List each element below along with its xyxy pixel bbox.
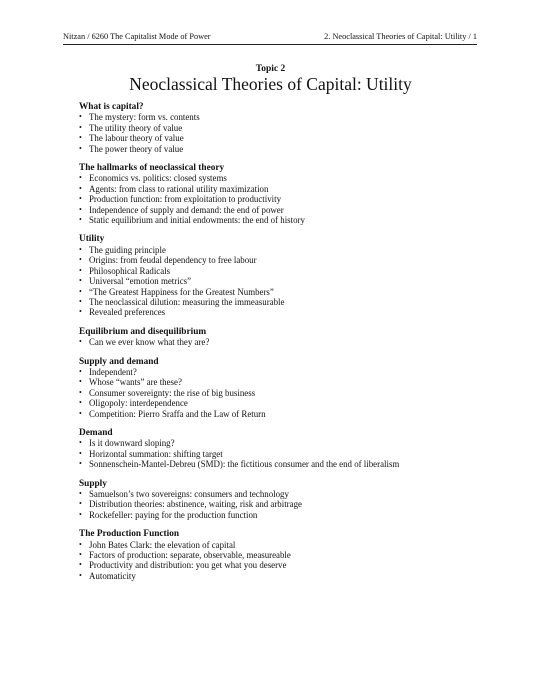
outline-body <box>79 102 509 590</box>
list-item <box>79 194 509 204</box>
list-item <box>79 560 509 570</box>
list-item-text: Automaticity <box>89 570 136 581</box>
bullet-list <box>79 337 509 347</box>
list-item <box>79 184 509 194</box>
bullet-list <box>79 245 509 318</box>
list-item <box>79 337 509 347</box>
list-item-text: Production function: from exploitation to productivity <box>89 194 282 205</box>
list-item <box>79 297 509 307</box>
list-item-text: Samuelson’s two sovereigns: consumers and technology <box>89 489 289 499</box>
section-heading: Utility <box>79 234 105 245</box>
bullet-icon: • <box>79 337 82 347</box>
bullet-icon: • <box>79 438 82 448</box>
list-item <box>79 398 509 408</box>
bullet-list <box>79 489 509 520</box>
list-item-text: Whose “wants” are these? <box>89 377 182 388</box>
list-item <box>79 255 509 265</box>
bullet-icon: • <box>79 183 82 193</box>
bullet-list <box>79 540 509 582</box>
list-item-text: Economics vs. politics: closed systems <box>89 173 227 184</box>
list-item-text: Productivity and distribution: you get what you deserve <box>89 560 287 571</box>
list-item <box>79 489 509 499</box>
bullet-icon: • <box>79 255 82 265</box>
list-item <box>79 510 509 520</box>
list-item-text: Distribution theories: abstinence, waiting, risk and arbitrage <box>89 499 302 510</box>
outline-section <box>79 234 509 317</box>
bullet-list <box>79 112 509 154</box>
list-item-text: Oligopoly: interdependence <box>89 398 188 409</box>
bullet-icon: • <box>79 570 82 580</box>
bullet-icon: • <box>79 276 82 286</box>
list-item <box>79 449 509 459</box>
header-course-title: Nitzan / 6260 The Capitalist Mode of Power <box>63 32 211 41</box>
outline-section <box>79 102 509 154</box>
section-heading: Equilibrium and disequilibrium <box>79 326 207 337</box>
list-item-text: Is it downward sloping? <box>89 438 175 449</box>
bullet-icon: • <box>79 509 82 519</box>
list-item-text: “The Greatest Happiness for the Greatest Numbers” <box>89 286 274 297</box>
list-item-text: The labour theory of value <box>89 133 184 144</box>
bullet-icon: • <box>79 173 82 183</box>
list-item-text: Independent? <box>89 366 137 377</box>
list-item-text: The utility theory of value <box>89 122 183 133</box>
list-item-text: Independence of supply and demand: the end of power <box>89 204 284 215</box>
bullet-icon: • <box>79 377 82 387</box>
bullet-icon: • <box>79 244 82 254</box>
bullet-icon: • <box>79 112 82 122</box>
bullet-icon: • <box>79 459 82 469</box>
list-item-text: Static equilibrium and initial endowments: the end of history <box>89 215 305 226</box>
outline-section <box>79 428 509 470</box>
list-item <box>79 409 509 419</box>
topic-label: Topic 2 <box>255 64 286 74</box>
list-item-text: Factors of production: separate, observable, measureable <box>89 550 291 561</box>
bullet-icon: • <box>79 499 82 509</box>
bullet-icon: • <box>79 122 82 132</box>
list-item <box>79 571 509 581</box>
section-heading: Supply and demand <box>79 356 159 367</box>
list-item <box>79 133 509 143</box>
list-item-text: Competition: Pierro Sraffa and the Law of Return <box>89 408 266 419</box>
list-item-text: Origins: from feudal dependency to free labour <box>89 255 257 266</box>
list-item <box>79 377 509 387</box>
bullet-icon: • <box>79 204 82 214</box>
list-item <box>79 438 509 448</box>
list-item <box>79 540 509 550</box>
bullet-icon: • <box>79 215 82 225</box>
list-item-text: Consumer sovereignty: the rise of big business <box>89 387 256 398</box>
bullet-list <box>79 367 509 419</box>
list-item <box>79 245 509 255</box>
bullet-icon: • <box>79 560 82 570</box>
outline-section <box>79 357 509 419</box>
bullet-icon: • <box>79 539 82 549</box>
header-page-label: 2. Neoclassical Theories of Capital: Utility / 1 <box>324 32 477 41</box>
list-item-text: Agents: from class to rational utility maximization <box>89 183 269 194</box>
list-item <box>79 123 509 133</box>
list-item <box>79 388 509 398</box>
section-heading: Supply <box>79 478 107 489</box>
list-item-text: Revealed preferences <box>89 307 166 318</box>
list-item-text: Sonnenschein-Mantel-Debreu (SMD): the fictitious consumer and the end of liberalism <box>89 459 400 470</box>
list-item <box>79 112 509 122</box>
bullet-icon: • <box>79 489 82 498</box>
running-header <box>63 32 477 45</box>
section-heading: What is capital? <box>79 102 144 112</box>
list-item <box>79 550 509 560</box>
list-item <box>79 144 509 154</box>
list-item-text: John Bates Clark: the elevation of capital <box>89 539 236 550</box>
outline-section <box>79 479 509 521</box>
bullet-icon: • <box>79 194 82 204</box>
bullet-icon: • <box>79 448 82 458</box>
list-item <box>79 276 509 286</box>
list-item <box>79 499 509 509</box>
list-item-text: Horizontal summation: shifting target <box>89 448 223 459</box>
bullet-icon: • <box>79 366 82 376</box>
list-item <box>79 459 509 469</box>
outline-section <box>79 529 509 581</box>
list-item-text: The guiding principle <box>89 244 166 255</box>
list-item <box>79 173 509 183</box>
bullet-icon: • <box>79 265 82 275</box>
section-heading: Demand <box>79 427 113 438</box>
list-item <box>79 205 509 215</box>
list-item <box>79 215 509 225</box>
outline-section <box>79 327 509 348</box>
bullet-icon: • <box>79 286 82 296</box>
list-item <box>79 287 509 297</box>
list-item-text: Universal “emotion metrics” <box>89 276 192 287</box>
list-item-text: Philosophical Radicals <box>89 265 171 276</box>
bullet-list <box>79 438 509 469</box>
list-item-text: Can we ever know what they are? <box>89 337 210 348</box>
bullet-icon: • <box>79 143 82 153</box>
bullet-list <box>79 173 509 225</box>
section-heading: The Production Function <box>79 529 180 540</box>
bullet-icon: • <box>79 387 82 397</box>
list-item-text: The mystery: form vs. contents <box>89 112 200 123</box>
list-item <box>79 307 509 317</box>
bullet-icon: • <box>79 398 82 408</box>
list-item-text: The power theory of value <box>89 143 184 154</box>
list-item-text: Rockefeller: paying for the production function <box>89 509 258 520</box>
list-item-text: The neoclassical dilution: measuring the immeasurable <box>89 296 285 307</box>
section-heading: The hallmarks of neoclassical theory <box>79 163 225 174</box>
bullet-icon: • <box>79 296 82 306</box>
page-title: Neoclassical Theories of Capital: Utility <box>129 74 412 94</box>
bullet-icon: • <box>79 408 82 418</box>
bullet-icon: • <box>79 307 82 317</box>
list-item <box>79 367 509 377</box>
bullet-icon: • <box>79 550 82 560</box>
list-item <box>79 266 509 276</box>
outline-section <box>79 163 509 225</box>
bullet-icon: • <box>79 133 82 143</box>
